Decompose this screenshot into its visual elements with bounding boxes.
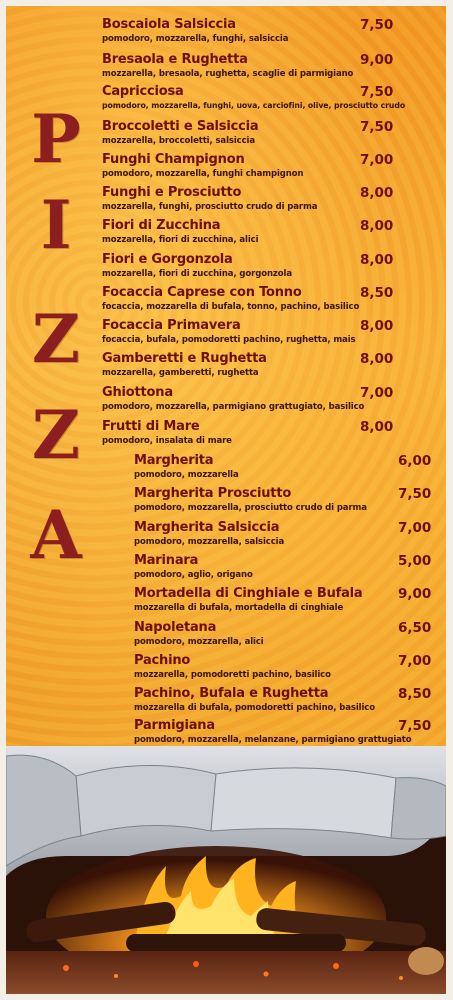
item-name: Bresaola e Rughetta	[102, 52, 248, 67]
item-description: pomodoro, mozzarella, salsiccia	[134, 537, 285, 547]
menu-item	[102, 152, 402, 184]
item-price: 8,50	[398, 686, 432, 702]
item-price: 7,50	[360, 119, 394, 135]
menu-item	[134, 553, 439, 585]
item-name: Fiori e Gorgonzola	[102, 252, 233, 267]
item-name: Boscaiola Salsiccia	[102, 17, 236, 32]
item-price: 7,00	[398, 653, 432, 669]
item-price: 6,50	[398, 620, 432, 636]
item-description: pomodoro, mozzarella, funghi, salsiccia	[102, 34, 289, 44]
item-price: 8,00	[360, 252, 394, 268]
item-name: Focaccia Caprese con Tonno	[102, 285, 302, 300]
item-price: 9,00	[398, 586, 432, 602]
menu-item	[134, 486, 439, 518]
item-description: pomodoro, mozzarella, funghi, uova, carciofini, olive, prosciutto crudo	[102, 101, 406, 110]
menu-item	[102, 17, 402, 49]
menu-item	[102, 252, 402, 284]
item-price: 7,50	[360, 17, 394, 33]
item-description: mozzarella di bufala, pomodoretti pachino, basilico	[134, 703, 375, 713]
item-name: Frutti di Mare	[102, 419, 200, 434]
item-name: Focaccia Primavera	[102, 318, 241, 333]
item-description: pomodoro, mozzarella	[134, 470, 239, 480]
menu-item	[102, 84, 406, 116]
item-description: mozzarella, broccoletti, salsiccia	[102, 136, 255, 146]
item-description: pomodoro, insalata di mare	[102, 436, 232, 446]
item-name: Funghi e Prosciutto	[102, 185, 242, 200]
oven-illustration	[6, 746, 446, 994]
item-name: Napoletana	[134, 620, 217, 635]
item-price: 6,00	[398, 453, 432, 469]
menu-item	[134, 520, 439, 552]
item-description: pomodoro, mozzarella, melanzane, parmigiano grattugiato	[134, 735, 412, 745]
item-name: Mortadella di Cinghiale e Bufala	[134, 586, 363, 601]
item-name: Funghi Champignon	[102, 152, 245, 167]
menu-item	[102, 419, 402, 451]
title-letter-a: A	[30, 496, 82, 574]
oven-fire-image	[6, 746, 446, 994]
item-price: 8,00	[360, 419, 394, 435]
item-description: focaccia, mozzarella di bufala, tonno, pachino, basilico	[102, 302, 360, 312]
item-price: 8,00	[360, 351, 394, 367]
item-price: 8,00	[360, 185, 394, 201]
item-price: 9,00	[360, 52, 394, 68]
item-description: mozzarella, pomodoretti pachino, basilico	[134, 670, 331, 680]
item-name: Margherita Salsiccia	[134, 520, 280, 535]
menu-item	[134, 686, 439, 718]
menu-item	[134, 586, 439, 618]
item-name: Marinara	[134, 553, 199, 568]
item-price: 5,00	[398, 553, 432, 569]
item-description: mozzarella, fiori di zucchina, gorgonzola	[102, 269, 292, 279]
menu-item	[134, 653, 439, 685]
title-letter-i: I	[40, 186, 72, 264]
title-letter-z: Z	[31, 396, 81, 474]
menu-item	[134, 620, 439, 652]
menu-item	[102, 218, 402, 250]
item-price: 7,00	[398, 520, 432, 536]
item-description: pomodoro, mozzarella, prosciutto crudo di parma	[134, 503, 367, 513]
item-price: 7,50	[360, 84, 394, 100]
menu-item	[134, 453, 439, 485]
menu-item	[102, 318, 402, 350]
item-name: Pachino	[134, 653, 191, 668]
item-price: 7,50	[398, 718, 432, 734]
item-description: pomodoro, aglio, origano	[134, 570, 253, 580]
item-name: Pachino, Bufala e Rughetta	[134, 686, 329, 701]
item-description: mozzarella, gamberetti, rughetta	[102, 368, 259, 378]
item-description: mozzarella, funghi, prosciutto crudo di parma	[102, 202, 318, 212]
item-price: 7,50	[398, 486, 432, 502]
menu-item	[102, 285, 402, 317]
item-name: Gamberetti e Rughetta	[102, 351, 267, 366]
item-name: Capricciosa	[102, 84, 184, 99]
item-name: Margherita	[134, 453, 214, 468]
item-name: Ghiottona	[102, 385, 173, 400]
menu-page	[6, 6, 446, 994]
item-description: pomodoro, mozzarella, funghi champignon	[102, 169, 304, 179]
menu-item	[102, 119, 402, 151]
menu-item	[102, 52, 402, 84]
menu-item	[102, 185, 402, 217]
item-price: 8,50	[360, 285, 394, 301]
item-name: Margherita Prosciutto	[134, 486, 292, 501]
item-price: 8,00	[360, 318, 394, 334]
title-letter-p: P	[31, 100, 81, 178]
item-price: 8,00	[360, 218, 394, 234]
item-price: 7,00	[360, 152, 394, 168]
item-name: Fiori di Zucchina	[102, 218, 221, 233]
item-description: pomodoro, mozzarella, alici	[134, 637, 264, 647]
title-letter-z: Z	[31, 300, 81, 378]
menu-item	[102, 351, 402, 383]
item-description: mozzarella, bresaola, rughetta, scaglie di parmigiano	[102, 69, 354, 79]
item-description: pomodoro, mozzarella, parmigiano grattugiato, basilico	[102, 402, 365, 412]
item-description: mozzarella, fiori di zucchina, alici	[102, 235, 259, 245]
item-description: mozzarella di bufala, mortadella di cinghiale	[134, 603, 344, 613]
item-price: 7,00	[360, 385, 394, 401]
item-name: Broccoletti e Salsiccia	[102, 119, 259, 134]
item-name: Parmigiana	[134, 718, 215, 733]
menu-item	[102, 385, 402, 417]
item-description: focaccia, bufala, pomodoretti pachino, rughetta, mais	[102, 335, 356, 345]
